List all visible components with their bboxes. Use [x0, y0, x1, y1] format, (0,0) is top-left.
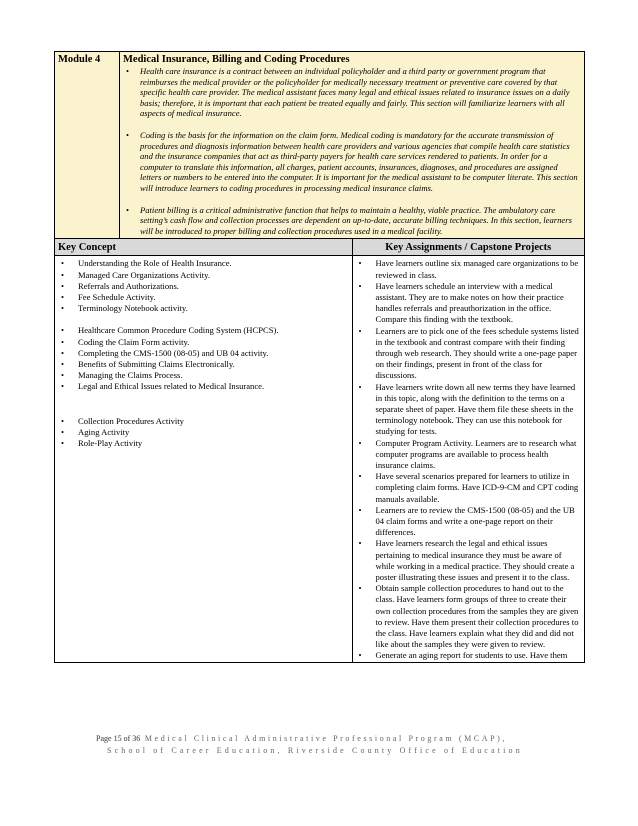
bullet-icon: •: [61, 269, 65, 280]
list-item-text: Generate an aging report for students to use. Have them: [375, 650, 568, 661]
bullet-icon: •: [358, 258, 362, 269]
page-label: Page: [96, 734, 114, 743]
curriculum-page: [54, 51, 585, 663]
module-paragraph: [123, 130, 580, 194]
bullet-icon: •: [358, 471, 362, 482]
bullet-icon: •: [61, 370, 65, 381]
list-item-text: Managed Care Organizations Activity.: [78, 269, 210, 280]
total-pages: 36: [132, 734, 141, 743]
list-item: [57, 359, 349, 370]
list-item-text: Have learners outline six managed care organizations to be reviewed in class.: [375, 258, 579, 280]
key-assignments-header: Key Assignments / Capstone Projects: [352, 239, 585, 256]
list-item: [355, 382, 582, 438]
organization-name: School of Career Education, Riverside County Office of Education: [107, 746, 523, 755]
list-item: [57, 427, 349, 438]
key-concept-cell: [55, 256, 353, 662]
list-item-text: Computer Program Activity. Learners are to research what computer programs are available to process health insurance claims.: [375, 437, 577, 470]
footer-line-1: [96, 733, 576, 745]
list-item: [57, 270, 349, 281]
key-concept-list: [57, 258, 349, 449]
list-item-text: Healthcare Common Procedure Coding System (HCPCS).: [78, 325, 279, 336]
list-item: [57, 281, 349, 292]
key-assignments-cell: [352, 256, 585, 662]
module-paragraph-list: [123, 66, 580, 236]
list-item: [57, 381, 349, 392]
page-number: 15: [113, 734, 122, 743]
list-item: [57, 438, 349, 449]
bullet-icon: •: [126, 129, 130, 140]
list-item: [57, 370, 349, 381]
bullet-icon: •: [358, 280, 362, 291]
content-row: [55, 256, 585, 662]
module-row: [55, 52, 585, 239]
bullet-icon: •: [61, 415, 65, 426]
list-item: [355, 281, 582, 326]
bullet-icon: •: [61, 280, 65, 291]
list-item: [355, 583, 582, 650]
bullet-icon: •: [358, 504, 362, 515]
module-paragraph-text: Patient billing is a critical administrative function that helps to maintain a healthy, viable practice. The ambulatory care setting’s cash flow and collection processes are dependent on up-to-date, accurate billing techniques. In this section, learners will be introduced to proper billing and collection procedures used in a medical facility.: [140, 204, 572, 236]
bullet-icon: •: [358, 437, 362, 448]
bullet-icon: •: [61, 437, 65, 448]
list-item-text: Coding the Claim Form activity.: [78, 336, 190, 347]
of-label: of: [121, 734, 133, 743]
list-item-text: Have learners research the legal and ethical issues pertaining to medical insurance they must be aware of while working in a medical practice. They should create a poster illustrating these issues and present it to the class.: [375, 538, 575, 582]
list-item: [355, 505, 582, 539]
list-item-text: Referrals and Authorizations.: [78, 280, 179, 291]
list-item-text: Have several scenarios prepared for learners to utilize in completing claim forms. Have ICD-9-CM and CPT coding manuals available.: [375, 471, 579, 504]
bullet-icon: •: [358, 538, 362, 549]
list-item-text: Managing the Claims Process.: [78, 370, 183, 381]
bullet-icon: •: [358, 650, 362, 661]
page-footer: [96, 733, 576, 757]
list-item-text: Have learners schedule an interview with a medical assistant. They are to make notes on how their practice handles referrals and preauthorization in the office. Compare this finding with the textbook.: [375, 280, 564, 325]
list-item-text: Benefits of Submitting Claims Electronically.: [78, 358, 235, 369]
list-item-text: Collection Procedures Activity: [78, 415, 184, 426]
list-item: [355, 538, 582, 583]
list-item-text: Terminology Notebook activity.: [78, 303, 188, 314]
bullet-icon: •: [358, 325, 362, 336]
module-paragraph: [123, 66, 580, 119]
bullet-icon: •: [126, 204, 130, 215]
list-item: [57, 258, 349, 269]
list-item-text: Understanding the Role of Health Insurance.: [78, 258, 232, 269]
key-concept-header: Key Concept: [55, 239, 353, 256]
list-item-text: Completing the CMS-1500 (08-05) and UB 04 activity.: [78, 347, 269, 358]
list-item: [355, 471, 582, 505]
list-item-text: Learners are to pick one of the fees schedule systems listed in the textbook and contrast compare with their finding through web research. They should write a one-page paper on their findings, present in front of the class for discussions.: [375, 325, 579, 381]
list-item: [355, 326, 582, 382]
bullet-icon: •: [61, 303, 65, 314]
list-item: [57, 348, 349, 359]
bullet-icon: •: [61, 325, 65, 336]
list-item-text: Role-Play Activity: [78, 437, 143, 448]
key-assignments-list: [355, 258, 582, 661]
bullet-icon: •: [61, 291, 65, 302]
bullet-icon: •: [126, 66, 130, 76]
list-item: [57, 292, 349, 303]
list-item: [57, 325, 349, 336]
list-item: [57, 416, 349, 427]
module-description-cell: [120, 52, 585, 239]
list-item-text: Legal and Ethical Issues related to Medical Insurance.: [78, 381, 265, 392]
list-item: [355, 258, 582, 280]
module-title: Medical Insurance, Billing and Coding Procedures: [123, 54, 350, 65]
bullet-icon: •: [61, 347, 65, 358]
list-item-text: Learners are to review the CMS-1500 (08-05) and the UB 04 claim forms and write a one-page report on their differences.: [375, 504, 575, 538]
header-row: [55, 239, 585, 256]
module-paragraph-text: Health care insurance is a contract between an individual policyholder and a third party or government program that reimburses the medical provider or the policyholder for medically necessary treatment or preventive care covered by that specific health care provider. The medical assistant faces many legal and ethical issues related to insurance issues on a daily basis; therefore, it is important that each patient be treated equally and fairly. This section will familiarize learners with all aspects of medical insurance.: [140, 66, 570, 119]
bullet-icon: •: [61, 336, 65, 347]
list-item: [57, 337, 349, 348]
bullet-icon: •: [61, 358, 65, 369]
module-paragraph-text: Coding is the basis for the information on the claim form. Medical coding is mandatory for the accurate transmission of procedures and diagnosis information between health care providers and various agencies that compile health care statistics and the insurance companies that act as third-party payers for health care services rendered to patients. In order for a computer to translate this information, all charges, patient accounts, insurances, diagnoses, and procedures are assigned letters or numbers to be entered into the computer. It is important for the medical assistant to be computer literate. This section will introduce learners to coding procedures in processing medical insurance claims.: [140, 129, 578, 193]
bullet-icon: •: [61, 426, 65, 437]
module-label: Module 4: [55, 52, 120, 239]
list-item-text: Have learners write down all new terms they have learned in this topic, along with the definition to the terms on a separate sheet of paper. Have them file these sheets in the terminology notebook. They can use this notebook for studying for tests.: [375, 381, 576, 437]
list-item-text: Aging Activity: [78, 426, 130, 437]
module-paragraph: [123, 205, 580, 237]
module-table: [54, 51, 585, 663]
list-item: [355, 438, 582, 472]
list-item-text: Obtain sample collection procedures to hand out to the class. Have learners form groups of three to create their own collection procedures from the samples they are given to review. Have them present their collection procedures to the class. Have learners explain what they did and did not like about the samples they were given to review.: [375, 583, 579, 650]
program-name: Medical Clinical Administrative Professional Program (MCAP),: [140, 734, 508, 743]
list-item: [355, 650, 582, 661]
bullet-icon: •: [61, 381, 65, 392]
bullet-icon: •: [358, 381, 362, 392]
bullet-icon: •: [61, 258, 65, 269]
list-item: [57, 303, 349, 314]
bullet-icon: •: [358, 583, 362, 594]
list-item-text: Fee Schedule Activity.: [78, 291, 156, 302]
